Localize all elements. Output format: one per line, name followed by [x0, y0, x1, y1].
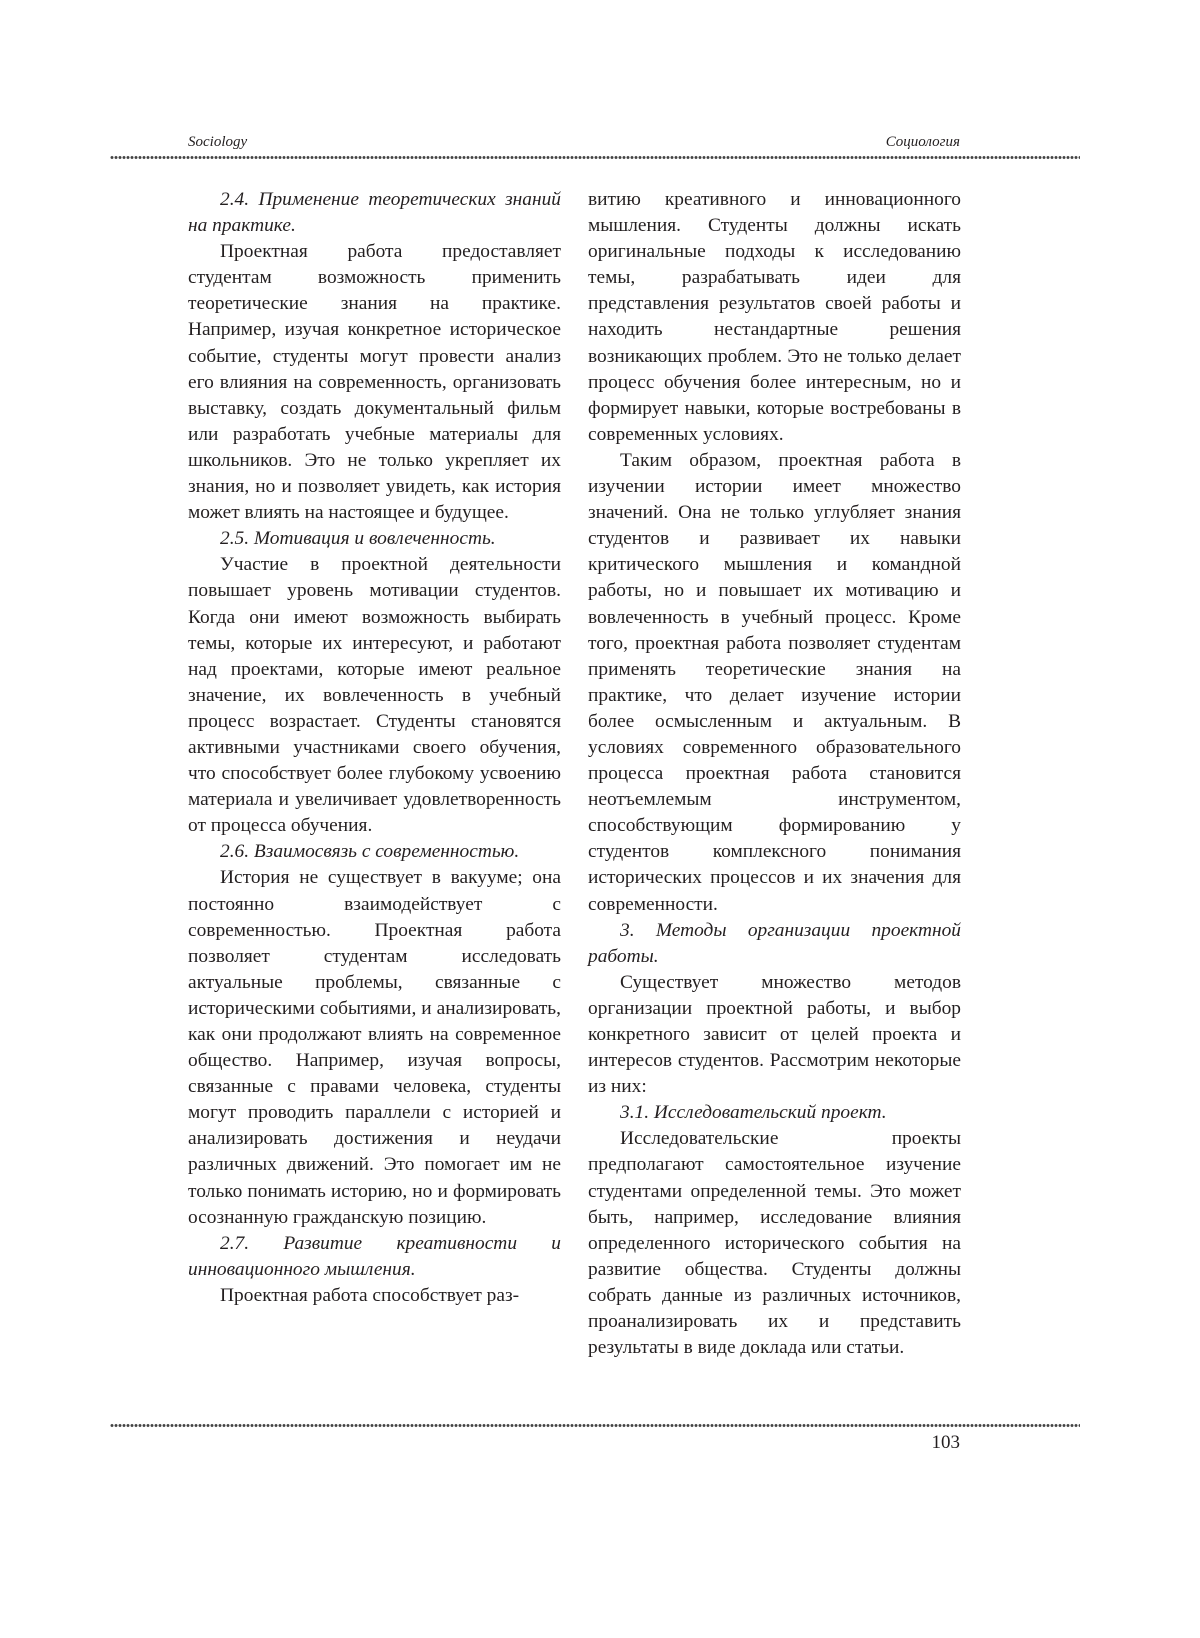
body-paragraph: История не существует в вакууме; она постоянно взаимодействует с современностью. Проектная работа позволяет студентам исследовать актуальные проблемы, связанные с историческими событиями, и анализировать, как они продолжают влиять на современное общество. Например, изучая вопросы, связанные с правами человека, студенты могут проводить параллели с историей и анализировать достижения и неудачи различных движений. Это помогает им не только понимать историю, но и формировать осознанную гражданскую позицию. [188, 867, 561, 1228]
section-heading-2-4: 2.4. Применение теоретических знаний на практике. [188, 189, 561, 237]
left-text-column [188, 187, 561, 1309]
running-head-journal-en: Sociology [188, 134, 248, 150]
footer-decorative-rule [110, 1422, 1080, 1429]
right-text-column [588, 187, 961, 1361]
section-heading-2-6: 2.6. Взаимосвязь с современностью. [220, 841, 520, 863]
section-heading-3: 3. Методы организации проектной работы. [588, 919, 961, 967]
section-heading-3-1: 3.1. Исследовательский проект. [620, 1102, 887, 1124]
page-number: 103 [931, 1432, 960, 1453]
body-paragraph: Существует множество методов организации проектной работы, и выбор конкретного зависит от целей проекта и интересов студентов. Рассмотрим некоторые из них: [588, 971, 961, 1098]
running-head [188, 134, 960, 156]
section-heading-2-5: 2.5. Мотивация и вовлеченность. [220, 528, 496, 550]
body-paragraph: Проектная работа способствует раз- [220, 1284, 520, 1306]
body-paragraph: Проектная работа предоставляет студентам возможность применить теоретические знания на практике. Например, изучая конкретное историческое событие, студенты могут провести анализ его влияния на современность, организовать выставку, создать документальный фильм или разработать учебные материалы для школьников. Это не только укрепляет их знания, но и позволяет увидеть, как история может влиять на настоящее и будущее. [188, 241, 561, 524]
body-paragraph-continuation: витию креативного и инновационного мышления. Студенты должны искать оригинальные подходы к исследованию темы, разрабатывать идеи для представления результатов своей работы и находить нестандартные решения возникающих проблем. Это не только делает процесс обучения более интересным, но и формирует навыки, которые востребованы в современных условиях. [588, 189, 961, 445]
body-paragraph: Участие в проектной деятельности повышает уровень мотивации студентов. Когда они имеют возможность выбирать темы, которые их интересуют, и работают над проектами, которые имеют реальное значение, их вовлеченность в учебный процесс возрастает. Студенты становятся активными участниками своего обучения, что способствует более глубокому усвоению материала и увеличивает удовлетворенность от процесса обучения. [188, 554, 561, 837]
body-paragraph: Таким образом, проектная работа в изучении истории имеет множество значений. Она не только углубляет знания студентов и развивает их навыки критического мышления и командной работы, но и повышает их мотивацию и вовлеченность в учебный процесс. Кроме того, проектная работа позволяет студентам применять теоретические знания на практике, что делает изучение истории более осмысленным и актуальным. В условиях современного образовательного процесса проектная работа становится неотъемлемым инструментом, способствующим формированию у студентов комплексного понимания исторических процессов и их значения для современности. [588, 449, 961, 915]
body-paragraph: Исследовательские проекты предполагают самостоятельное изучение студентами определенной темы. Это может быть, например, исследование влияния определенного исторического события на развитие общества. Студенты должны собрать данные из различных источников, проанализировать их и представить результаты в виде доклада или статьи. [588, 1128, 961, 1359]
running-head-journal-ru: Социология [885, 134, 960, 150]
section-heading-2-7: 2.7. Развитие креативности и инновационного мышления. [188, 1232, 561, 1280]
header-decorative-rule [110, 154, 1080, 161]
